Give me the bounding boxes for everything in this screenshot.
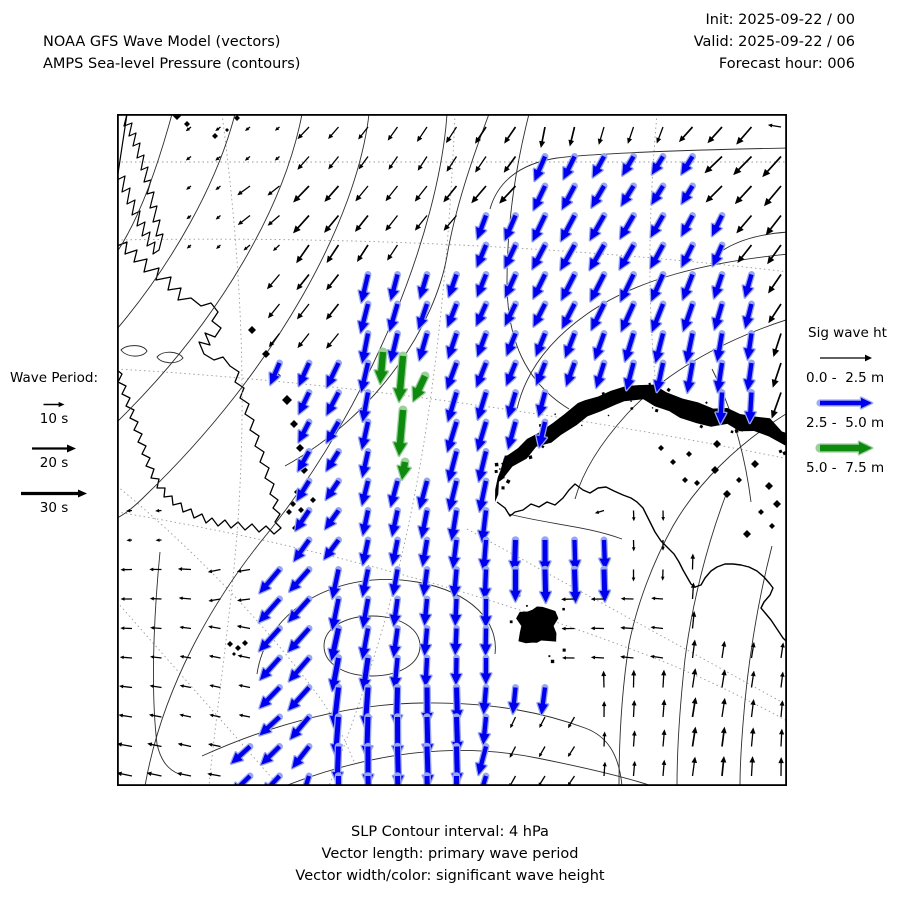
sig-wave-legend-title: Sig wave ht <box>808 325 887 341</box>
wave-period-arrow-30s-icon <box>6 487 102 500</box>
caption-block <box>0 821 900 887</box>
wave-period-legend-title: Wave Period: <box>10 370 98 386</box>
run-info-block <box>694 9 855 75</box>
wave-period-label-30s: 30 s <box>39 500 69 516</box>
wave-period-arrow-20s-icon <box>6 442 102 455</box>
sig-wave-arrow-high-icon <box>800 440 900 456</box>
sig-wave-legend-item-high <box>800 440 900 476</box>
sig-wave-label-low: 0.0 - 2.5 m <box>806 370 885 386</box>
wave-period-label-10s: 10 s <box>39 411 69 427</box>
sig-wave-arrow-mid-icon <box>800 395 900 411</box>
coastline-island-cluster <box>516 606 558 643</box>
plot-title-block <box>43 31 300 75</box>
weather-map <box>117 114 787 786</box>
sig-wave-label-mid: 2.5 - 5.0 m <box>806 415 885 431</box>
wave-period-legend-item-30s <box>6 487 102 516</box>
title-line-2: AMPS Sea-level Pressure (contours) <box>43 56 301 72</box>
sig-wave-legend-item-low <box>800 350 900 386</box>
init-time: Init: 2025-09-22 / 00 <box>705 12 855 28</box>
wave-period-legend-item-10s <box>6 398 102 427</box>
sig-wave-label-high: 5.0 - 7.5 m <box>806 460 885 476</box>
caption-contour-interval: SLP Contour interval: 4 hPa <box>351 824 549 840</box>
sig-wave-arrow-low-icon <box>800 350 900 366</box>
title-line-1: NOAA GFS Wave Model (vectors) <box>43 34 281 50</box>
sig-wave-legend-item-mid <box>800 395 900 431</box>
wave-period-label-20s: 20 s <box>39 455 69 471</box>
valid-time: Valid: 2025-09-22 / 06 <box>693 34 855 50</box>
forecast-hour: Forecast hour: 006 <box>718 56 855 72</box>
caption-vector-width: Vector width/color: significant wave height <box>295 868 605 884</box>
map-canvas <box>117 114 787 786</box>
wave-period-legend-item-20s <box>6 442 102 471</box>
caption-vector-length: Vector length: primary wave period <box>321 846 579 862</box>
wave-period-arrow-10s-icon <box>6 398 102 411</box>
